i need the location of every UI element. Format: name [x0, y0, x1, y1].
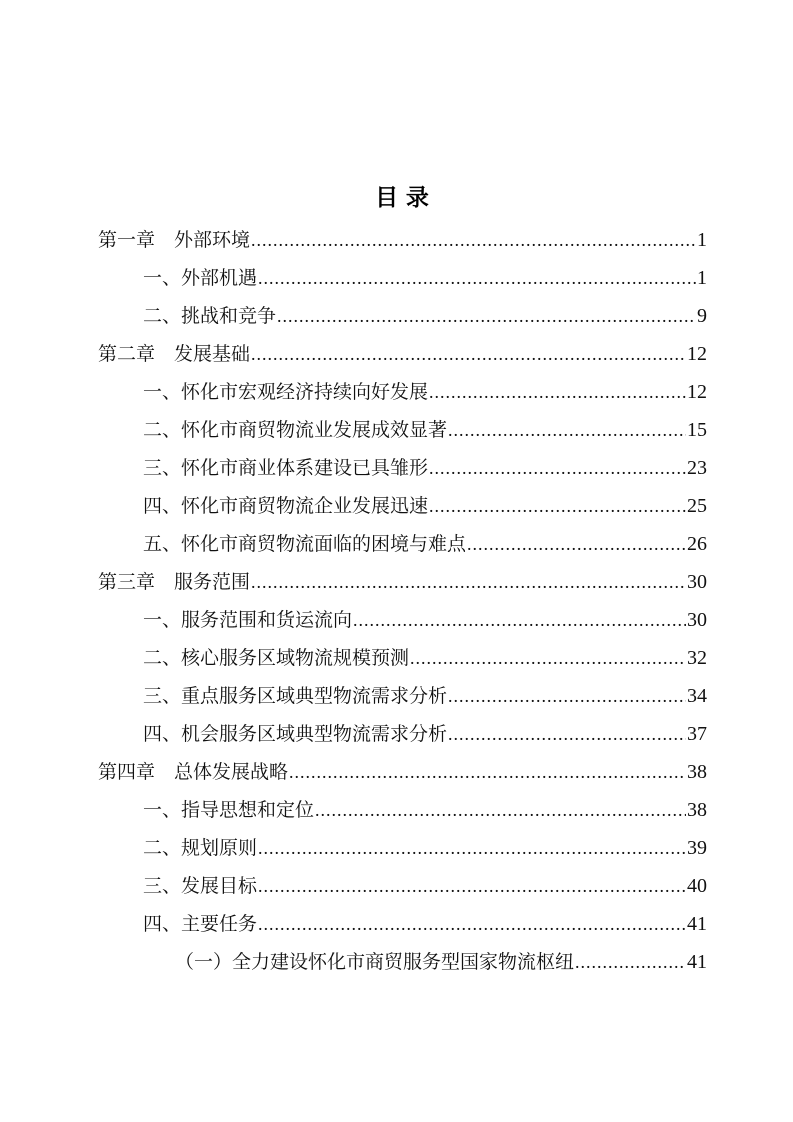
- toc-entry[interactable]: [98, 639, 707, 677]
- toc-entry-page-number: 40: [687, 875, 707, 897]
- toc-entry[interactable]: [98, 943, 707, 981]
- toc-entry-label: 四、怀化市商贸物流企业发展迅速: [143, 496, 429, 517]
- toc-entry[interactable]: [98, 753, 707, 791]
- toc-entry[interactable]: [98, 905, 707, 943]
- toc-entry-label: 二、挑战和竞争: [143, 306, 277, 327]
- toc-entry-label: 一、指导思想和定位: [143, 800, 315, 821]
- toc-entry[interactable]: [98, 601, 707, 639]
- dot-leader: [258, 867, 686, 905]
- toc-entry-label: 二、核心服务区域物流规模预测: [143, 648, 410, 669]
- toc-entry-page-number: 1: [697, 229, 707, 251]
- dot-leader: [251, 221, 696, 259]
- toc-title: 目 录: [375, 185, 430, 210]
- dot-leader: [289, 753, 686, 791]
- toc-entry-page-number: 41: [687, 913, 707, 935]
- toc-entry-page-number: 25: [687, 495, 707, 517]
- toc-entry-label: （一）全力建设怀化市商贸服务型国家物流枢纽: [175, 952, 575, 973]
- dot-leader: [429, 449, 686, 487]
- dot-leader: [575, 943, 686, 981]
- toc-entry[interactable]: [98, 829, 707, 867]
- toc-entry-label: 第四章 总体发展战略: [98, 762, 289, 783]
- toc-entry-label: 第一章 外部环境: [98, 230, 251, 251]
- toc-entry-label: 二、怀化市商贸物流业发展成效显著: [143, 420, 448, 441]
- toc-entry[interactable]: [98, 259, 707, 297]
- toc-entry[interactable]: [98, 867, 707, 905]
- dot-leader: [258, 829, 686, 867]
- dot-leader: [251, 335, 686, 373]
- toc-entry-page-number: 38: [687, 761, 707, 783]
- toc-entry-page-number: 23: [687, 457, 707, 479]
- toc-entry[interactable]: [98, 297, 707, 335]
- toc-entry-page-number: 15: [687, 419, 707, 441]
- dot-leader: [315, 791, 686, 829]
- dot-leader: [258, 905, 686, 943]
- toc-entry-page-number: 34: [687, 685, 707, 707]
- toc-entry-page-number: 30: [687, 571, 707, 593]
- toc-entry[interactable]: [98, 563, 707, 601]
- dot-leader: [429, 373, 686, 411]
- toc-entry-page-number: 38: [687, 799, 707, 821]
- dot-leader: [429, 487, 686, 525]
- toc-entry[interactable]: [98, 335, 707, 373]
- toc-entry-page-number: 39: [687, 837, 707, 859]
- dot-leader: [258, 259, 696, 297]
- toc-entry-label: 三、重点服务区域典型物流需求分析: [143, 686, 448, 707]
- dot-leader: [251, 563, 686, 601]
- toc-entry-page-number: 37: [687, 723, 707, 745]
- toc-entry-label: 四、主要任务: [143, 914, 258, 935]
- dot-leader: [448, 715, 686, 753]
- toc-entry[interactable]: [98, 221, 707, 259]
- toc-entry[interactable]: [98, 715, 707, 753]
- toc-entry[interactable]: [98, 449, 707, 487]
- dot-leader: [448, 411, 686, 449]
- toc-entry-label: 一、服务范围和货运流向: [143, 610, 353, 631]
- toc-entry-label: 第二章 发展基础: [98, 344, 251, 365]
- toc-entry-label: 二、规划原则: [143, 838, 258, 859]
- toc-entry-page-number: 12: [687, 381, 707, 403]
- toc-entry[interactable]: [98, 677, 707, 715]
- toc-entry[interactable]: [98, 411, 707, 449]
- toc-entry-label: 第三章 服务范围: [98, 572, 251, 593]
- toc-entry-label: 四、机会服务区域典型物流需求分析: [143, 724, 448, 745]
- toc-entry-label: 一、外部机遇: [143, 268, 258, 289]
- toc-entry-page-number: 26: [687, 533, 707, 555]
- toc-entry-label: 五、怀化市商贸物流面临的困境与难点: [143, 534, 467, 555]
- toc-entry-page-number: 32: [687, 647, 707, 669]
- toc-entry-page-number: 1: [697, 267, 707, 289]
- toc-entry[interactable]: [98, 525, 707, 563]
- dot-leader: [467, 525, 686, 563]
- toc-entry-label: 三、怀化市商业体系建设已具雏形: [143, 458, 429, 479]
- dot-leader: [410, 639, 686, 677]
- toc-entry[interactable]: [98, 791, 707, 829]
- toc-entry-page-number: 9: [697, 305, 707, 327]
- toc-entry-label: 一、怀化市宏观经济持续向好发展: [143, 382, 429, 403]
- toc-entry-page-number: 41: [687, 951, 707, 973]
- toc-entry[interactable]: [98, 487, 707, 525]
- toc-list: [98, 221, 707, 981]
- toc-entry-page-number: 12: [687, 343, 707, 365]
- toc-entry[interactable]: [98, 373, 707, 411]
- dot-leader: [448, 677, 686, 715]
- dot-leader: [353, 601, 686, 639]
- dot-leader: [277, 297, 696, 335]
- toc-entry-label: 三、发展目标: [143, 876, 258, 897]
- toc-entry-page-number: 30: [687, 609, 707, 631]
